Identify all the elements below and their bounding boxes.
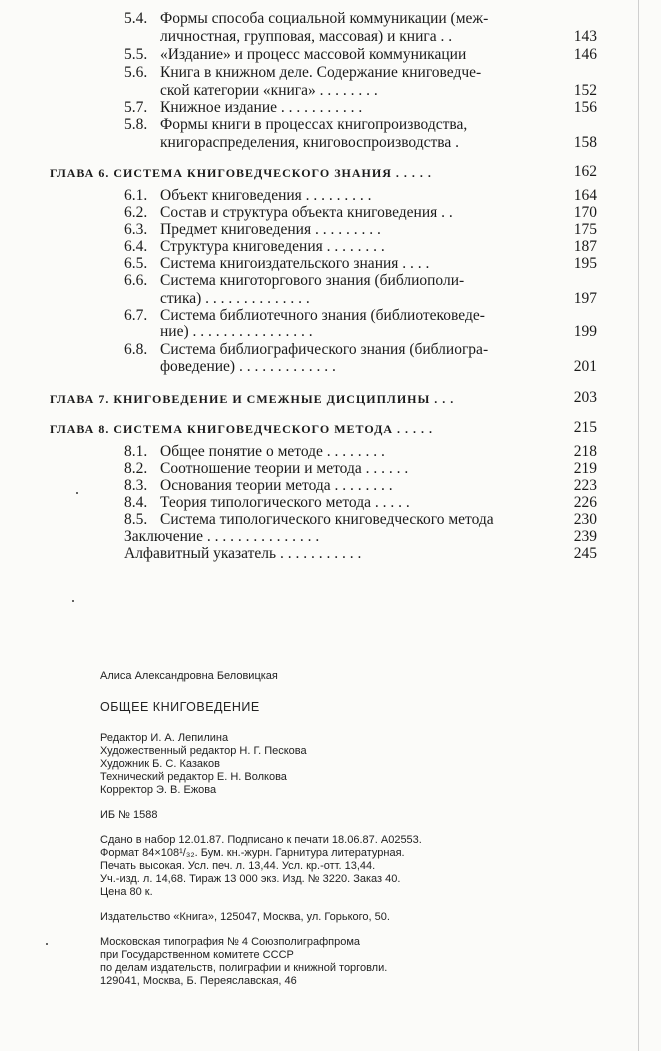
print-info-line: Цена 80 к. [100, 886, 153, 898]
toc-text: книгораспределения, книговоспроизводства . [160, 134, 460, 151]
toc-page: 226 [573, 494, 597, 511]
print-info-line: Сдано в набор 12.01.87. Подписано к печати 18.06.87. А02553. [100, 834, 422, 846]
editor-line: Художественный редактор Н. Г. Пескова [100, 745, 307, 757]
toc-item [124, 46, 466, 64]
toc-number: 6.2. [124, 204, 148, 221]
toc-text: Структура книговедения . . . . . . . . [160, 238, 385, 255]
publisher-line: Издательство «Книга», 125047, Москва, ул. Горького, 50. [100, 911, 390, 923]
toc-number: 6.1. [124, 187, 148, 204]
printer-line: Московская типография № 4 Союзполиграфпрома [100, 936, 361, 948]
toc-number: 6.5. [124, 255, 148, 272]
toc-text: стика) . . . . . . . . . . . . . . [160, 290, 310, 307]
print-info-line: Уч.-изд. л. 14,68. Тираж 13 000 экз. Изд. № 3220. Заказ 40. [100, 873, 401, 885]
toc-item [124, 64, 481, 82]
chapter-heading: ГЛАВА 8. СИСТЕМА КНИГОВЕДЧЕСКОГО МЕТОДА . . . . . [50, 422, 434, 436]
toc-text: Система книгоиздательского знания . . . . [160, 255, 430, 272]
toc-page: 156 [573, 99, 597, 116]
toc-item-cont [160, 358, 336, 376]
author-name: Алиса Александровна Беловицкая [100, 670, 278, 682]
toc-text: Заключение . . . . . . . . . . . . . . . [124, 528, 320, 545]
toc-item-cont [160, 323, 313, 341]
toc-item [124, 238, 385, 256]
toc-page: 195 [573, 255, 597, 272]
toc-page: 219 [573, 460, 597, 477]
toc-text: ской категории «книга» . . . . . . . . [160, 82, 378, 99]
toc-text: Теория типологического метода . . . . . [160, 494, 410, 511]
toc-page: 245 [573, 545, 597, 562]
toc-number: 5.7. [124, 99, 148, 116]
editor-line: Технический редактор Е. Н. Волкова [100, 771, 287, 783]
toc-item [124, 204, 453, 222]
toc-page: 218 [573, 443, 597, 460]
toc-number: 8.4. [124, 494, 148, 511]
toc-text: фоведение) . . . . . . . . . . . . . [160, 358, 336, 375]
toc-text: Состав и структура объекта книговедения . . [160, 204, 453, 221]
toc-item [124, 443, 385, 461]
ib-number: ИБ № 1588 [100, 809, 158, 821]
toc-item-cont [160, 82, 378, 100]
chapter-heading: ГЛАВА 6. СИСТЕМА КНИГОВЕДЧЕСКОГО ЗНАНИЯ . . . . . [50, 166, 432, 180]
toc-page: 162 [573, 163, 597, 180]
toc-page: 158 [573, 134, 597, 151]
toc-number: 5.5. [124, 46, 148, 63]
toc-page: 203 [573, 389, 597, 406]
toc-number: 8.5. [124, 511, 148, 528]
toc-number: 6.3. [124, 221, 148, 238]
toc-page: 239 [573, 528, 597, 545]
toc-page: 170 [573, 204, 597, 221]
toc-number: 6.7. [124, 307, 148, 324]
toc-item [124, 545, 361, 563]
toc-number: 5.8. [124, 116, 148, 133]
toc-item-cont [160, 290, 310, 308]
printer-line: по делам издательств, полиграфии и книжной торговли. [100, 962, 388, 974]
toc-item [124, 272, 464, 290]
toc-text: Система типологического книговедческого метода [160, 511, 494, 528]
toc-number: 5.6. [124, 64, 148, 81]
toc-item [124, 460, 408, 478]
toc-page: 175 [573, 221, 597, 238]
toc-item [124, 116, 467, 134]
toc-text: Предмет книговедения . . . . . . . . . [160, 221, 381, 238]
toc-page: 197 [573, 290, 597, 307]
toc-text: «Издание» и процесс массовой коммуникации [160, 46, 467, 63]
toc-item [124, 477, 393, 495]
toc-item [124, 528, 319, 546]
toc-item [124, 10, 488, 28]
toc-text: Алфавитный указатель . . . . . . . . . . . [124, 545, 362, 562]
toc-text: личностная, групповая, массовая) и книга . . [160, 28, 453, 45]
toc-page: 230 [573, 511, 597, 528]
toc-number: 8.1. [124, 443, 148, 460]
toc-text: Книжное издание . . . . . . . . . . . [160, 99, 363, 116]
toc-number: 5.4. [124, 10, 148, 27]
print-info-line: Печать высокая. Усл. печ. л. 13,44. Усл. кр.-отт. 13,44. [100, 860, 376, 872]
printer-line: при Государственном комитете СССР [100, 949, 294, 961]
editor-line: Корректор Э. В. Ежова [100, 784, 217, 796]
toc-page: 223 [573, 477, 597, 494]
colophon [100, 670, 422, 988]
toc-page: 215 [573, 419, 597, 436]
toc-page: 201 [573, 358, 597, 375]
toc-text: ние) . . . . . . . . . . . . . . . . [160, 323, 313, 340]
toc-item [124, 221, 381, 239]
toc-page: 152 [573, 82, 597, 99]
toc-text: Система библиотечного знания (библиотековеде- [160, 307, 485, 324]
toc-item-cont [160, 134, 459, 152]
print-info-line: Формат 84×108¹/₃₂. Бум. кн.-журн. Гарнитура литературная. [100, 847, 405, 859]
toc-page: 143 [573, 28, 597, 45]
print-info-block [100, 834, 422, 899]
toc-page: 199 [573, 323, 597, 340]
toc-text: Формы книги в процессах книгопроизводства, [160, 116, 468, 133]
toc-text: Книга в книжном деле. Содержание книговедче- [160, 64, 482, 81]
page-edge-line [638, 0, 639, 1051]
toc-number: 8.3. [124, 477, 148, 494]
toc-text: Основания теории метода . . . . . . . . [160, 477, 393, 494]
toc-page: 187 [573, 238, 597, 255]
toc-text: Система библиографического знания (библиогра- [160, 341, 489, 358]
chapter-heading: ГЛАВА 7. КНИГОВЕДЕНИЕ И СМЕЖНЫЕ ДИСЦИПЛИНЫ . . . [50, 392, 455, 406]
toc-page: 164 [573, 187, 597, 204]
toc-number: 8.2. [124, 460, 148, 477]
toc-number: 6.4. [124, 238, 148, 255]
toc-text: Соотношение теории и метода . . . . . . [160, 460, 409, 477]
editors-block [100, 732, 422, 797]
print-speck [46, 943, 48, 945]
toc-text: Объект книговедения . . . . . . . . . [160, 187, 372, 204]
toc-text: Общее понятие о методе . . . . . . . . [160, 443, 385, 460]
printer-block [100, 936, 422, 988]
print-speck [76, 492, 78, 494]
print-speck [72, 600, 74, 602]
toc-item [124, 187, 372, 205]
printer-line: 129041, Москва, Б. Переяславская, 46 [100, 975, 297, 987]
toc-item [124, 99, 362, 117]
book-title: ОБЩЕЕ КНИГОВЕДЕНИЕ [100, 700, 260, 714]
toc-number: 6.8. [124, 341, 148, 358]
editor-line: Редактор И. А. Лепилина [100, 732, 229, 744]
toc-page: 146 [573, 46, 597, 63]
toc-item [124, 494, 410, 512]
editor-line: Художник Б. С. Казаков [100, 758, 220, 770]
toc-text: Система книготоргового знания (библиополи- [160, 272, 465, 289]
toc-number: 6.6. [124, 272, 148, 289]
toc-item [124, 341, 488, 359]
toc-item [124, 511, 494, 529]
toc-item [124, 255, 429, 273]
toc-item-cont [160, 28, 452, 46]
toc-text: Формы способа социальной коммуникации (меж- [160, 10, 489, 27]
